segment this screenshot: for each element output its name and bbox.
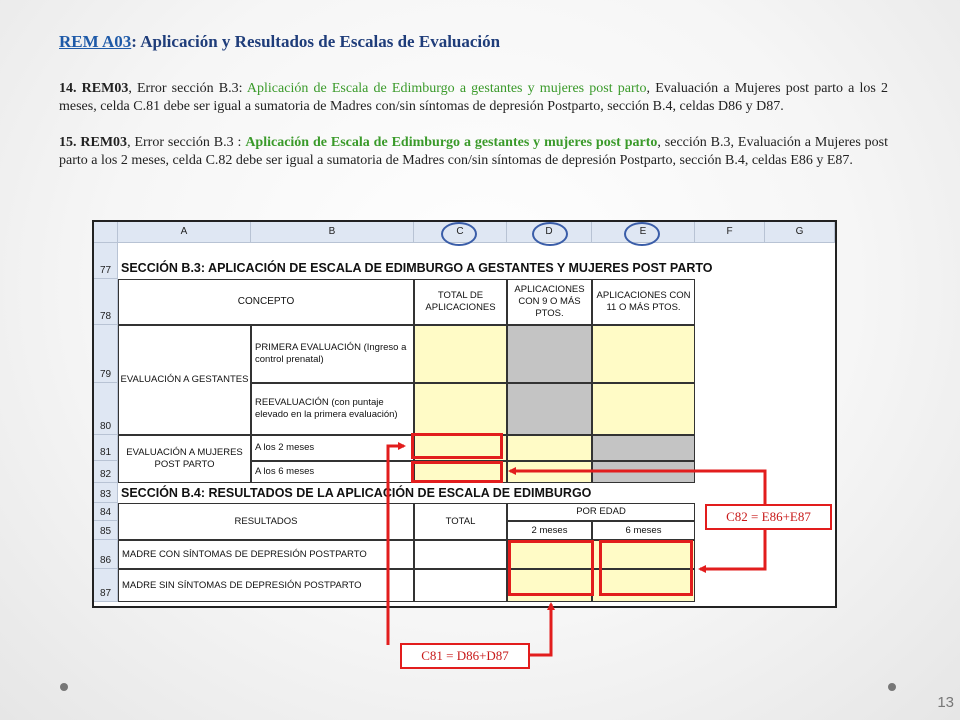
right-nav-dot xyxy=(888,683,896,691)
aplicaciones-9-header: APLICACIONES CON 9 O MÁS PTOS. xyxy=(507,279,592,325)
col-header-b: B xyxy=(251,222,414,243)
p14-text-b: , Evaluación a Mujeres post parto a los 2 meses, celda C.81 debe ser igual a sumatoria de Madres con/sin síntomas de depresión Postparto, sección B.4, celdas D86 y D87. xyxy=(59,81,888,114)
title-code: REM A03 xyxy=(59,32,132,51)
madre-con-sintomas-label: MADRE CON SÍNTOMAS DE DEPRESIÓN POSTPARTO xyxy=(118,540,414,569)
c81-to-d-arrow xyxy=(530,604,551,655)
madre-sin-sintomas-label: MADRE SIN SÍNTOMAS DE DEPRESIÓN POSTPARTO xyxy=(118,569,414,602)
row-header-77: 77 xyxy=(94,243,118,279)
resultados-header: RESULTADOS xyxy=(118,503,414,540)
col-header-d: D xyxy=(507,222,592,243)
p15-text-b: , sección B.3, Evaluación a Mujeres post parto a los 2 meses, celda C.82 debe ser igual a sumatoria de Madres con/sin síntomas de depresión Postparto, sección B.4, celdas E86 y E87. xyxy=(59,135,889,168)
c82-to-e-arrow xyxy=(700,530,765,569)
p14-number: 14. REM03 xyxy=(59,81,129,96)
row-header-87: 87 xyxy=(94,569,118,602)
row-header-81: 81 xyxy=(94,435,118,461)
col-header-g: G xyxy=(765,222,835,243)
seis-meses-label: A los 6 meses xyxy=(251,461,414,483)
c82-to-cell-arrow xyxy=(510,471,765,504)
col-header-c: C xyxy=(414,222,507,243)
row-header-85: 85 xyxy=(94,521,118,540)
c81-to-cell-arrow xyxy=(388,446,404,645)
left-nav-dot xyxy=(60,683,68,691)
c82-formula-callout: C82 = E86+E87 xyxy=(705,504,832,530)
aplicaciones-11-header: APLICACIONES CON 11 O MÁS PTOS. xyxy=(592,279,695,325)
seis-meses-header: 6 meses xyxy=(592,521,695,540)
title-rest: : Aplicación y Resultados de Escalas de Evaluación xyxy=(131,32,501,51)
dos-meses-label: A los 2 meses xyxy=(251,435,414,461)
concepto-header: CONCEPTO xyxy=(118,279,414,325)
col-header-a: A xyxy=(118,222,251,243)
row-header-80: 80 xyxy=(94,383,118,435)
p15-text-a: , Error sección B.3 : xyxy=(127,135,246,150)
reevaluacion-label: REEVALUACIÓN (con puntaje elevado en la primera evaluación) xyxy=(251,383,414,435)
page-number: 13 xyxy=(937,694,954,711)
row-header-78: 78 xyxy=(94,279,118,325)
section-b3-title: SECCIÓN B.3: APLICACIÓN DE ESCALA DE EDIMBURGO A GESTANTES Y MUJERES POST PARTO xyxy=(121,261,713,275)
col-header-e: E xyxy=(592,222,695,243)
p15-number: 15. REM03 xyxy=(59,135,128,150)
row-header-86: 86 xyxy=(94,540,118,569)
por-edad-header: POR EDAD xyxy=(507,503,695,521)
evaluacion-mujeres-label: EVALUACIÓN A MUJERES POST PARTO xyxy=(118,435,251,483)
row-header-82: 82 xyxy=(94,461,118,483)
p14-highlight: Aplicación de Escala de Edimburgo a gestantes y mujeres post parto xyxy=(246,81,647,96)
total-header: TOTAL xyxy=(414,503,507,540)
c81-formula-callout: C81 = D86+D87 xyxy=(400,643,530,669)
section-b4-title: SECCIÓN B.4: RESULTADOS DE LA APLICACIÓN DE ESCALA DE EDIMBURGO xyxy=(121,486,592,500)
row-header-79: 79 xyxy=(94,325,118,383)
col-header-f: F xyxy=(695,222,765,243)
primera-evaluacion-label: PRIMERA EVALUACIÓN (Ingreso a control prenatal) xyxy=(251,325,414,383)
p15-highlight: Aplicación de Escala de Edimburgo a gestantes y mujeres post parto xyxy=(245,135,658,150)
row-header-83: 83 xyxy=(94,483,118,503)
p14-text-a: , Error sección B.3: xyxy=(128,81,247,96)
row-header-84: 84 xyxy=(94,503,118,521)
total-aplicaciones-header: TOTAL DE APLICACIONES xyxy=(414,279,507,325)
evaluacion-gestantes-label: EVALUACIÓN A GESTANTES xyxy=(118,325,251,435)
dos-meses-header: 2 meses xyxy=(507,521,592,540)
